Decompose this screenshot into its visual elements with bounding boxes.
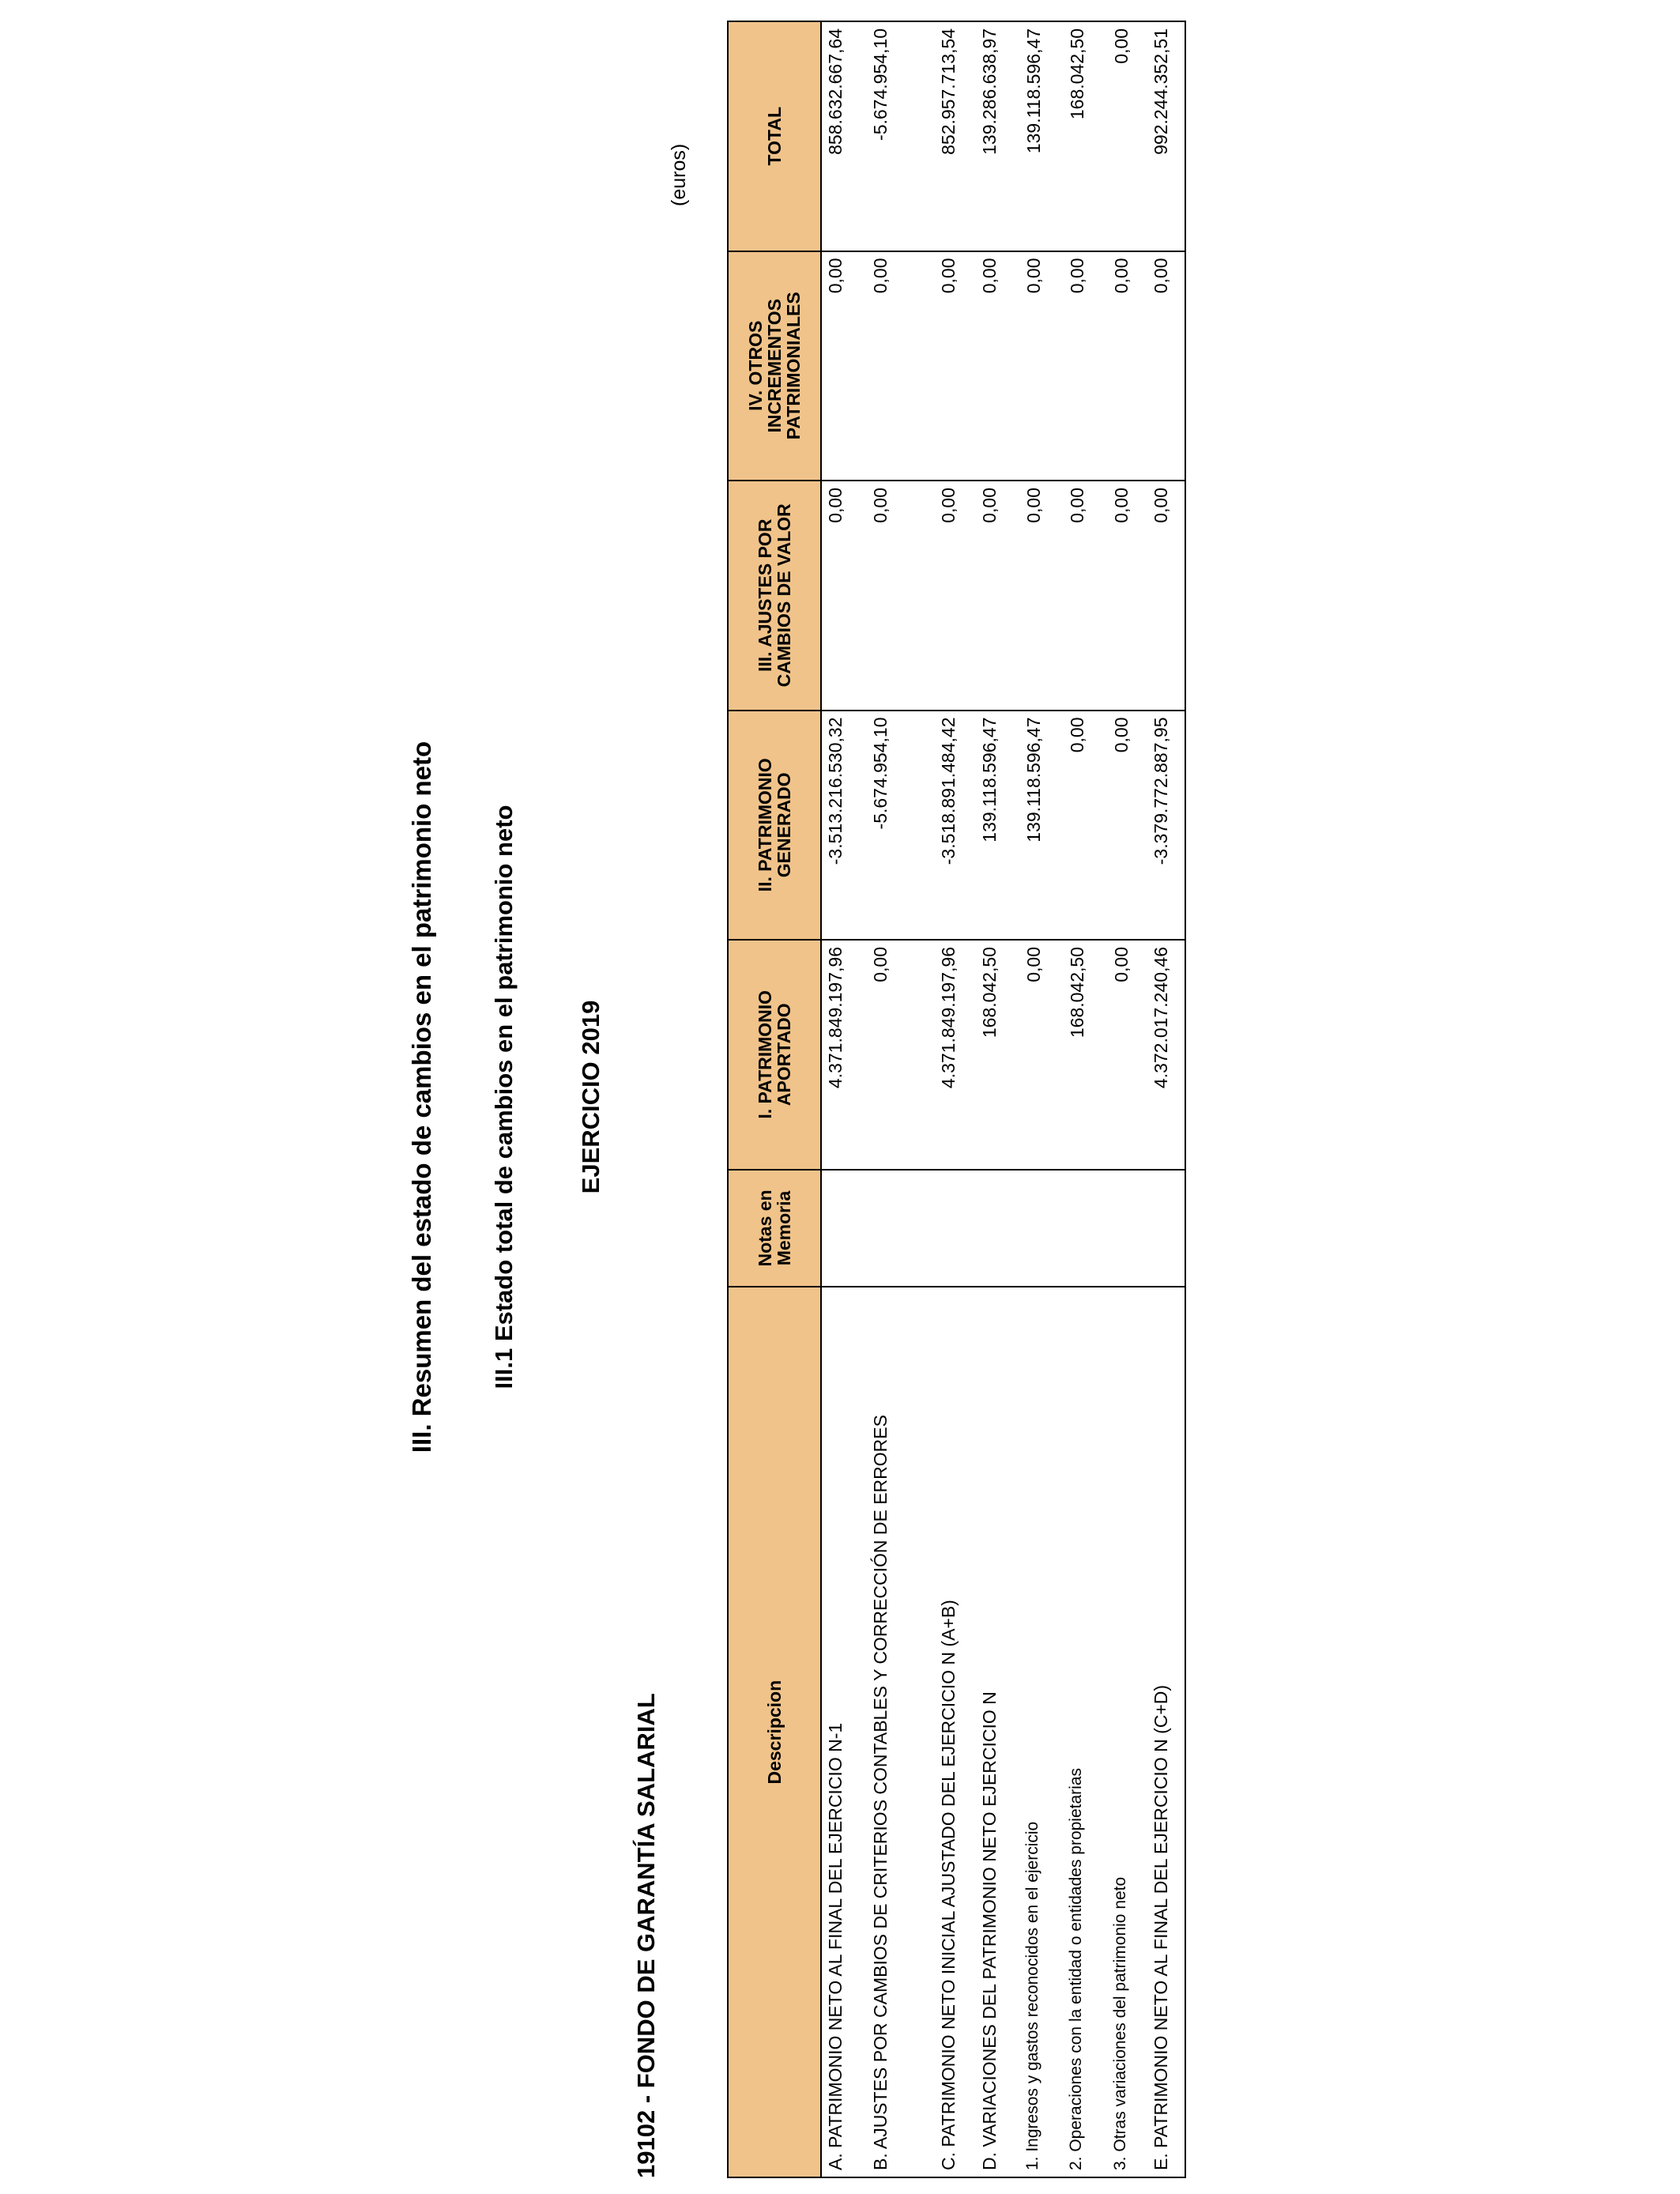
table-row [976, 21, 1020, 2177]
table-row [935, 21, 976, 2177]
header-patrimonio-generado: II. PATRIMONIO GENERADO [728, 711, 821, 941]
row-aportado: 4.371.849.197,96 [821, 940, 867, 1170]
table-header-row [728, 21, 821, 2177]
row-total: 852.957.713,54 [935, 21, 976, 251]
row-notes [821, 1170, 867, 1287]
header-patrimonio-aportado: I. PATRIMONIO APORTADO [728, 940, 821, 1170]
row-ajustes: 0,00 [821, 481, 867, 711]
row-description: 1. Ingresos y gastos reconocidos en el ejercicio [1020, 1287, 1064, 2177]
row-aportado: 168.042,50 [1064, 940, 1108, 1170]
header-otros-incrementos: IV. OTROS INCREMENTOS PATRIMONIALES [728, 251, 821, 481]
row-generado: 0,00 [1108, 711, 1147, 941]
header-notes: Notas en Memoria [728, 1170, 821, 1287]
row-notes [935, 1170, 976, 1287]
row-aportado: 168.042,50 [976, 940, 1020, 1170]
table-row [1147, 21, 1185, 2177]
header-total: TOTAL [728, 21, 821, 251]
page-subtitle: III.1 Estado total de cambios en el patrimonio neto [490, 805, 518, 1389]
row-description: E. PATRIMONIO NETO AL FINAL DEL EJERCICIO N (C+D) [1147, 1287, 1185, 2177]
row-total: 0,00 [1108, 21, 1147, 251]
table-row [867, 21, 935, 2177]
row-aportado: 0,00 [1108, 940, 1147, 1170]
row-notes [1064, 1170, 1108, 1287]
row-description: A. PATRIMONIO NETO AL FINAL DEL EJERCICIO N-1 [821, 1287, 867, 2177]
row-ajustes: 0,00 [1147, 481, 1185, 711]
row-total: 139.118.596,47 [1020, 21, 1064, 251]
row-aportado: 0,00 [1020, 940, 1064, 1170]
table-row [1108, 21, 1147, 2177]
row-total: 858.632.667,64 [821, 21, 867, 251]
row-description: 3. Otras variaciones del patrimonio neto [1108, 1287, 1147, 2177]
row-total: 168.042,50 [1064, 21, 1108, 251]
row-notes [1020, 1170, 1064, 1287]
row-notes [867, 1170, 935, 1287]
row-otros: 0,00 [1108, 251, 1147, 481]
row-total: 992.244.352,51 [1147, 21, 1185, 251]
fiscal-year: EJERCICIO 2019 [577, 1000, 605, 1194]
row-generado: 139.118.596,47 [1020, 711, 1064, 941]
row-generado: -3.379.772.887,95 [1147, 711, 1185, 941]
row-otros: 0,00 [821, 251, 867, 481]
table-row [1064, 21, 1108, 2177]
row-ajustes: 0,00 [1108, 481, 1147, 711]
row-aportado: 4.371.849.197,96 [935, 940, 976, 1170]
row-ajustes: 0,00 [867, 481, 935, 711]
row-ajustes: 0,00 [1064, 481, 1108, 711]
row-notes [976, 1170, 1020, 1287]
row-generado: -3.518.891.484,42 [935, 711, 976, 941]
row-ajustes: 0,00 [976, 481, 1020, 711]
equity-changes-table [727, 21, 1186, 2178]
row-ajustes: 0,00 [1020, 481, 1064, 711]
row-generado: -5.674.954,10 [867, 711, 935, 941]
row-total: -5.674.954,10 [867, 21, 935, 251]
row-description: 2. Operaciones con la entidad o entidades propietarias [1064, 1287, 1108, 2177]
table-row [821, 21, 867, 2177]
row-generado: -3.513.216.530,32 [821, 711, 867, 941]
header-ajustes-valor: III. AJUSTES POR CAMBIOS DE VALOR [728, 481, 821, 711]
entity-name: 19102 - FONDO DE GARANTÍA SALARIAL [632, 1693, 660, 2178]
row-generado: 139.118.596,47 [976, 711, 1020, 941]
row-otros: 0,00 [867, 251, 935, 481]
row-total: 139.286.638,97 [976, 21, 1020, 251]
row-otros: 0,00 [1020, 251, 1064, 481]
row-ajustes: 0,00 [935, 481, 976, 711]
row-description: C. PATRIMONIO NETO INICIAL AJUSTADO DEL EJERCICIO N (A+B) [935, 1287, 976, 2177]
units-label: (euros) [668, 143, 690, 206]
table-row [1020, 21, 1064, 2177]
row-description: B. AJUSTES POR CAMBIOS DE CRITERIOS CONTABLES Y CORRECCIÓN DE ERRORES [867, 1287, 935, 2177]
row-otros: 0,00 [1147, 251, 1185, 481]
row-otros: 0,00 [976, 251, 1020, 481]
row-otros: 0,00 [1064, 251, 1108, 481]
row-notes [1147, 1170, 1185, 1287]
page-title: III. Resumen del estado de cambios en el patrimonio neto [407, 741, 436, 1453]
row-description: D. VARIACIONES DEL PATRIMONIO NETO EJERCICIO N [976, 1287, 1020, 2177]
row-generado: 0,00 [1064, 711, 1108, 941]
row-aportado: 0,00 [867, 940, 935, 1170]
row-notes [1108, 1170, 1147, 1287]
row-otros: 0,00 [935, 251, 976, 481]
header-description: Descripcion [728, 1287, 821, 2177]
row-aportado: 4.372.017.240,46 [1147, 940, 1185, 1170]
